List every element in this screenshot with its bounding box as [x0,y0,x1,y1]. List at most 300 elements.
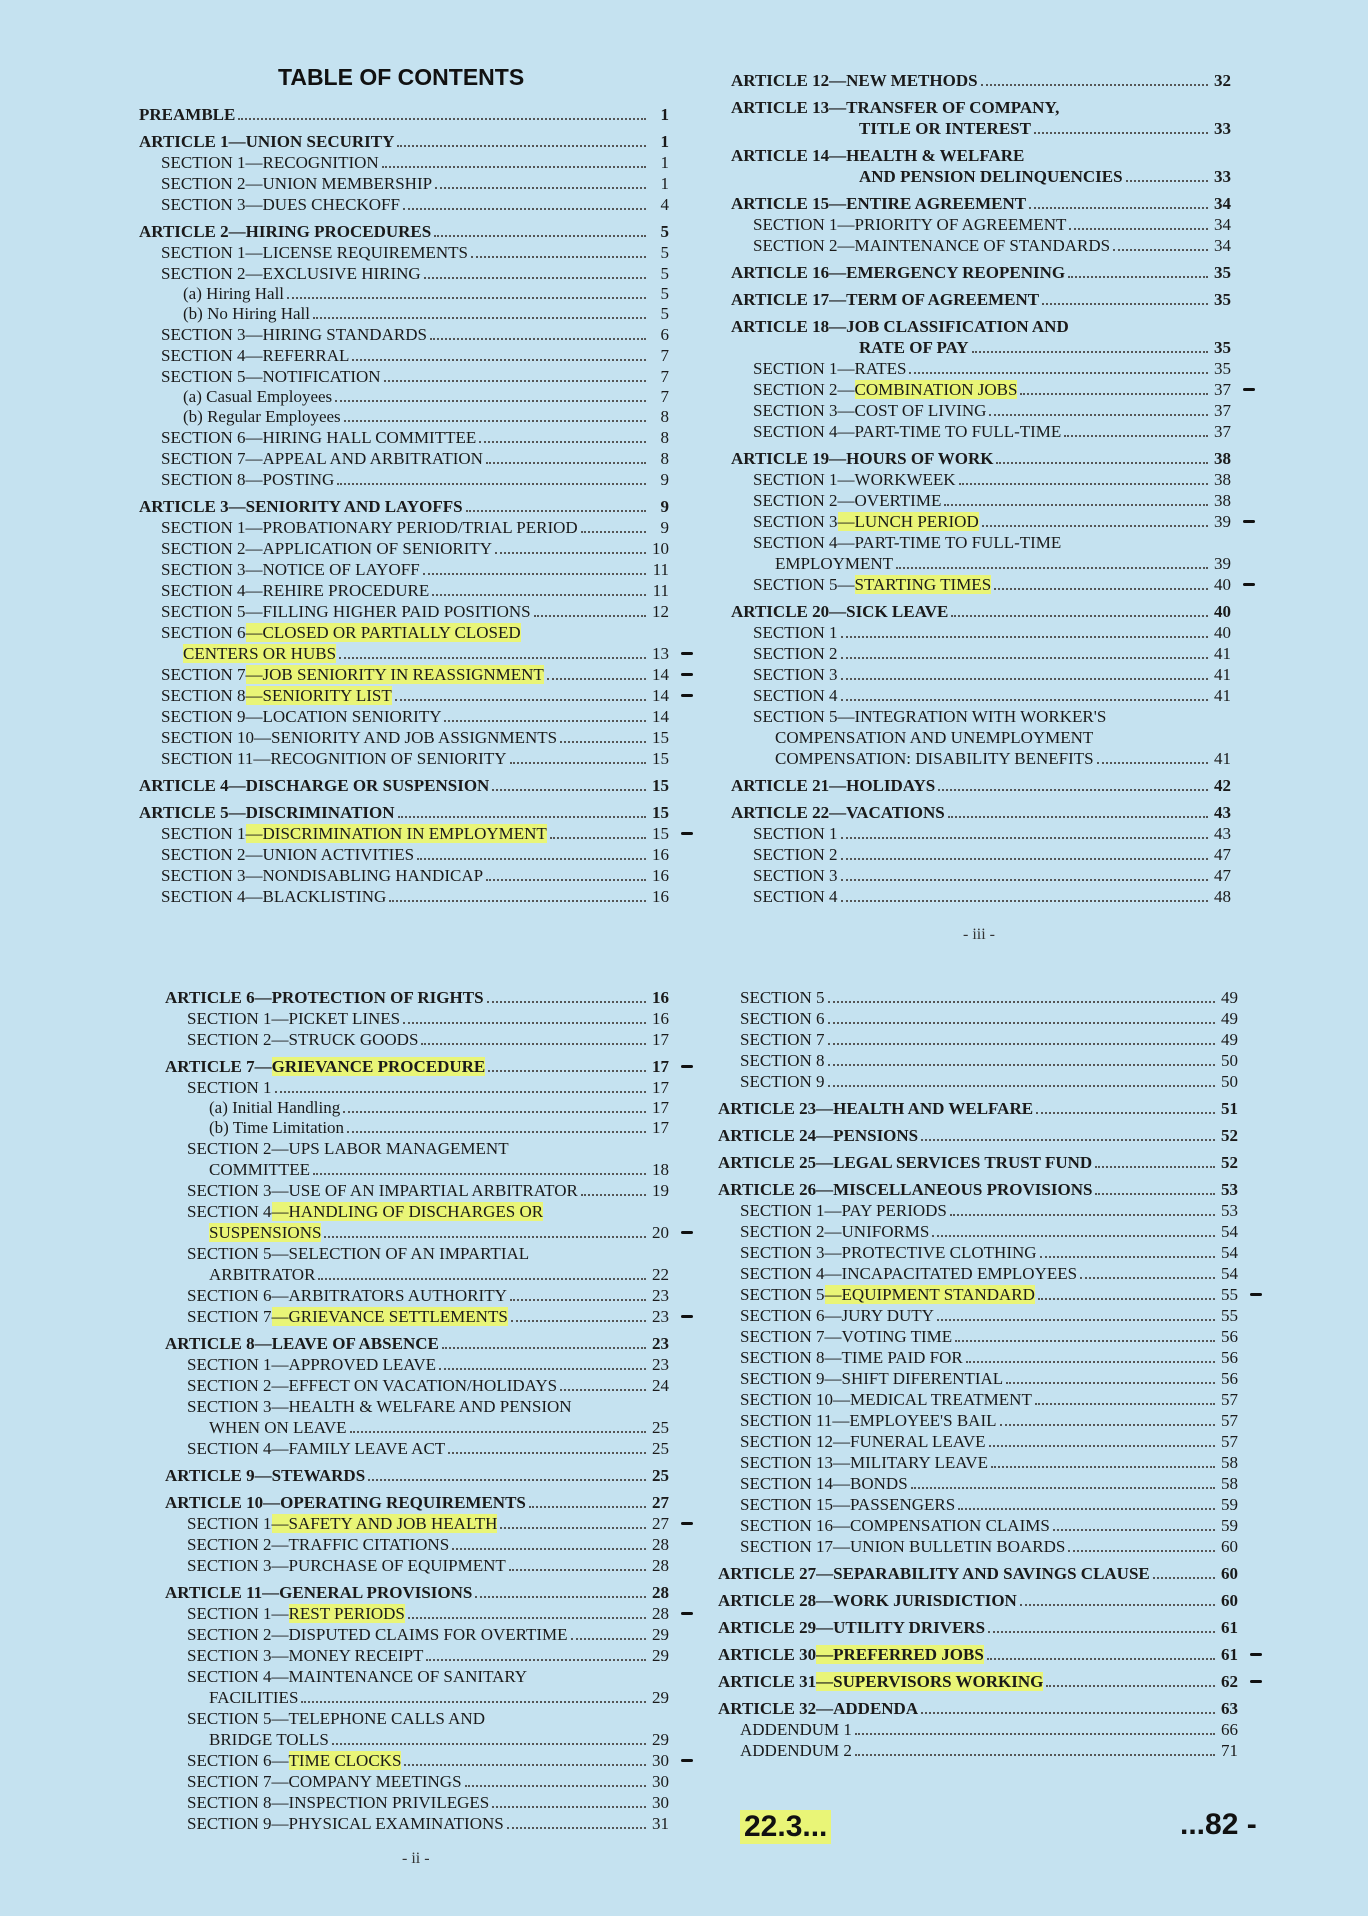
toc-section-row [731,421,1231,442]
dot-leader [1095,1193,1215,1195]
toc-entry-label: SECTION 8—TIME PAID FOR [740,1348,963,1367]
toc-page-number: 5 [660,284,669,303]
toc-entry [740,1410,1238,1431]
toc-page-number: 28 [652,1604,669,1623]
toc-entry-label: SECTION 5—STARTING TIMES [753,575,992,594]
toc-section-row [139,448,669,469]
dot-leader [486,879,646,881]
toc-entry-label: SECTION 2—TRAFFIC CITATIONS [187,1535,450,1554]
toc-page-number: 50 [1221,1072,1238,1091]
dot-leader [828,1043,1215,1045]
toc-entry-label: ARTICLE 1—UNION SECURITY [139,132,395,151]
toc-entry-label: SECTION 1—PROBATIONARY PERIOD/TRIAL PERIOD [161,518,578,537]
toc-entry [859,118,1231,139]
dot-leader [435,187,646,189]
toc-page-number: 25 [652,1439,669,1458]
toc-entry [753,511,1231,532]
toc-entry-label: ARTICLE 10—OPERATING REQUIREMENTS [165,1493,526,1512]
toc-section-row [718,1389,1238,1410]
toc-entry-label: SECTION 7 [740,1030,825,1049]
dot-leader [488,1070,646,1072]
toc-page-number: 16 [652,845,669,864]
dot-leader [1000,1424,1216,1426]
toc-entry [187,1375,669,1396]
toc-entry-label: SECTION 3—HEALTH & WELFARE AND PENSION [187,1397,572,1416]
toc-section-row [718,1431,1238,1452]
toc-page-number: 57 [1221,1390,1238,1409]
toc-entry [753,823,1231,844]
toc-section-row [165,1264,669,1285]
highlighted-text: REST PERIODS [288,1604,405,1623]
toc-article-row [139,221,669,242]
toc-entry [740,1431,1238,1452]
toc-section-row [165,1159,669,1180]
dot-leader [287,297,646,299]
toc-entry-label: WHEN ON LEAVE [209,1418,347,1437]
dot-leader [841,837,1208,839]
toc-entry [718,1590,1238,1611]
toc-entry-label: SECTION 2—UNIFORMS [740,1222,930,1241]
toc-entry [187,1750,669,1771]
toc-page-number: 20 [652,1223,669,1242]
toc-section-row [139,844,669,865]
pen-tick-mark [681,832,693,835]
toc-section-row [718,1347,1238,1368]
dot-leader [492,1806,646,1808]
toc-section-row [165,1306,669,1327]
toc-page-number: 32 [1214,71,1231,90]
toc-page-number: 35 [1214,290,1231,309]
dot-leader [368,1479,646,1481]
toc-page-number: 47 [1214,845,1231,864]
dot-leader [492,789,646,791]
toc-entry [753,574,1231,595]
toc-entry [161,664,669,685]
toc-entry [740,1221,1238,1242]
toc-article-row [139,496,669,517]
dot-leader [397,145,646,147]
dot-leader [1040,1256,1215,1258]
toc-entry [161,194,669,215]
toc-page-number: 4 [660,195,669,214]
dot-leader [426,1659,646,1661]
toc-entry [187,1008,669,1029]
toc-page-number: 52 [1221,1153,1238,1172]
toc-entry [740,1515,1238,1536]
toc-entry [753,532,1231,553]
toc-entry-label: SECTION 3—DUES CHECKOFF [161,195,400,214]
toc-section-row [731,574,1231,595]
dot-leader [434,235,646,237]
toc-entry-label: SECTION 5—NOTIFICATION [161,367,381,386]
toc-entry-label: SECTION 2—MAINTENANCE OF STANDARDS [753,236,1111,255]
toc-entry-label: SECTION 7—JOB SENIORITY IN REASSIGNMENT [161,665,544,684]
toc-entry [740,1368,1238,1389]
dot-leader [828,1022,1215,1024]
toc-entry [731,775,1231,796]
toc-section-row [731,748,1231,769]
toc-entry [740,1494,1238,1515]
toc-entry [209,1687,669,1708]
toc-section-row [718,987,1238,1008]
highlighted-text: GRIEVANCE PROCEDURE [271,1057,486,1076]
toc-page-number: 30 [652,1793,669,1812]
dot-leader [500,1527,646,1529]
toc-entry [740,1263,1238,1284]
toc-entry-label: ARTICLE 16—EMERGENCY REOPENING [731,263,1066,282]
toc-page-number: 53 [1221,1180,1238,1199]
toc-entry [183,407,669,427]
highlighted-text: —DISCRIMINATION IN EMPLOYMENT [245,824,547,843]
toc-entry [187,1438,669,1459]
toc-article-row [718,1098,1238,1119]
dot-leader [301,1701,646,1703]
dot-leader [959,483,1208,485]
toc-entry [161,517,669,538]
toc-section-row [731,379,1231,400]
dot-leader [828,1085,1215,1087]
toc-article-row [165,1492,669,1513]
toc-page-number: 9 [660,497,669,516]
toc-section-row [718,1221,1238,1242]
toc-entry-label: SECTION 15—PASSENGERS [740,1495,956,1514]
toc-entry [753,685,1231,706]
toc-column-bottom-right [718,987,1238,1761]
toc-section-row [139,173,669,194]
dot-leader [855,1754,1215,1756]
toc-article-row [718,1617,1238,1638]
toc-entry [731,145,1231,166]
toc-entry-label: SECTION 9 [740,1072,825,1091]
toc-article-row [731,166,1231,187]
toc-entry-label: SECTION 2—UPS LABOR MANAGEMENT [187,1139,509,1158]
toc-entry [161,345,669,366]
toc-entry-label: SECTION 6—TIME CLOCKS [187,1751,402,1770]
toc-entry-label: SECTION 1—APPROVED LEAVE [187,1355,437,1374]
toc-page-number: 55 [1221,1285,1238,1304]
toc-page-number: 59 [1221,1516,1238,1535]
toc-entry [161,844,669,865]
toc-section-row [718,1242,1238,1263]
dot-leader [384,380,646,382]
toc-entry [753,490,1231,511]
toc-article-row [731,70,1231,91]
toc-section-row [139,727,669,748]
toc-section-row [731,823,1231,844]
toc-entry-label: SECTION 2—UNION MEMBERSHIP [161,174,433,193]
toc-article-row [718,1698,1238,1719]
dot-leader [350,1431,646,1433]
toc-entry [187,1201,669,1222]
toc-page-number: 11 [652,581,669,600]
toc-entry [731,316,1231,337]
toc-entry-label: SECTION 1—DISCRIMINATION IN EMPLOYMENT [161,824,547,843]
toc-page-number: 15 [652,749,669,768]
toc-entry-label: ARTICLE 23—HEALTH AND WELFARE [718,1099,1034,1118]
toc-entry [740,1452,1238,1473]
toc-page-number: 33 [1214,119,1231,138]
dot-leader [324,1236,646,1238]
dot-leader [841,879,1208,881]
toc-entry-label: ARTICLE 14—HEALTH & WELFARE [731,146,1025,165]
toc-entry-label: SECTION 3—COST OF LIVING [753,401,987,420]
toc-entry-label: SECTION 4—HANDLING OF DISCHARGES OR [187,1202,544,1221]
toc-entry-label: ARTICLE 3—SENIORITY AND LAYOFFS [139,497,463,516]
dot-leader [560,741,646,743]
toc-entry [183,643,669,664]
toc-section-row [139,580,669,601]
toc-section-row [731,844,1231,865]
toc-entry-label: SECTION 5—FILLING HIGHER PAID POSITIONS [161,602,531,621]
toc-page-number: 5 [660,222,669,241]
toc-entry [139,802,669,823]
toc-article-row [139,802,669,823]
toc-page-number: 25 [652,1466,669,1485]
toc-entry-label: SECTION 9—PHYSICAL EXAMINATIONS [187,1814,504,1833]
dot-leader [344,420,646,422]
dot-leader [994,588,1208,590]
toc-section-row [718,1284,1238,1305]
toc-entry [165,1465,669,1486]
toc-entry [187,1306,669,1327]
dot-leader [439,1368,646,1370]
toc-page-number: 5 [660,243,669,262]
toc-entry [161,727,669,748]
toc-page-number: 25 [652,1418,669,1437]
toc-entry [139,221,669,242]
toc-column-top-left [139,104,669,907]
toc-page-number: 37 [1214,401,1231,420]
toc-entry-label: SECTION 7—VOTING TIME [740,1327,953,1346]
toc-entry-label: SECTION 12—FUNERAL LEAVE [740,1432,986,1451]
dot-leader [335,400,646,402]
toc-section-row [165,1624,669,1645]
toc-entry-label: SECTION 4—FAMILY LEAVE ACT [187,1439,446,1458]
toc-section-row [139,366,669,387]
toc-page-number: 14 [652,707,669,726]
toc-article-row [139,775,669,796]
toc-section-row [718,1071,1238,1092]
toc-entry-label [209,1222,321,1243]
toc-entry [209,1159,669,1180]
toc-page-number: 7 [660,346,669,365]
toc-entry-label: (a) Casual Employees [183,387,333,406]
toc-page-number: 39 [1214,554,1231,573]
toc-article-row [731,775,1231,796]
toc-entry [753,379,1231,400]
toc-entry [183,304,669,324]
toc-entry [753,421,1231,442]
highlighted-text: COMBINATION JOBS [854,380,1018,399]
dot-leader [982,525,1208,527]
dot-leader [424,277,646,279]
dot-leader [465,1785,646,1787]
pen-tick-mark [681,673,693,676]
toc-section-row [139,304,669,324]
toc-entry [718,1152,1238,1173]
toc-page-number: 5 [660,304,669,323]
toc-entry-label: SECTION 1—RECOGNITION [161,153,379,172]
toc-entry [753,886,1231,907]
toc-section-row [718,1452,1238,1473]
dot-leader [313,1173,646,1175]
toc-page-number: 30 [652,1772,669,1791]
pen-tick-mark [681,694,693,697]
toc-article-row [731,802,1231,823]
toc-entry [740,987,1238,1008]
dot-leader [921,1712,1215,1714]
highlighted-text: —EQUIPMENT STANDARD [824,1285,1035,1304]
toc-entry [187,1708,669,1729]
toc-page-number: 40 [1214,623,1231,642]
toc-entry [139,131,669,152]
dot-leader [996,462,1208,464]
toc-page-number: 28 [652,1556,669,1575]
toc-entry-label: RATE OF PAY [859,338,969,357]
dot-leader [1034,132,1208,134]
toc-section-row [731,469,1231,490]
toc-entry [161,580,669,601]
toc-section-row [718,1368,1238,1389]
dot-leader [972,351,1208,353]
toc-entry [165,1056,669,1077]
toc-entry-label: COMMITTEE [209,1160,311,1179]
toc-entry-label: SECTION 8—POSTING [161,470,335,489]
toc-entry-label: SECTION 3—USE OF AN IMPARTIAL ARBITRATOR [187,1181,578,1200]
toc-section-row [718,1263,1238,1284]
dot-leader [989,414,1208,416]
toc-page-number: 8 [660,407,669,426]
annotation-bottom-right: ...82 - [1180,1808,1257,1841]
toc-section-row [139,263,669,284]
toc-entry-label: COMPENSATION AND UNEMPLOYMENT [775,728,1094,747]
toc-section-row [165,1603,669,1624]
toc-section-row [718,1200,1238,1221]
toc-section-row [731,553,1231,574]
toc-page-number: 29 [652,1625,669,1644]
toc-entry [740,1347,1238,1368]
dot-leader [841,900,1208,902]
toc-entry-label: ARTICLE 18—JOB CLASSIFICATION AND [731,317,1069,336]
toc-article-row [718,1563,1238,1584]
toc-entry [753,400,1231,421]
dot-leader [398,816,646,818]
dot-leader [966,1361,1215,1363]
toc-entry [740,1029,1238,1050]
dot-leader [950,1214,1215,1216]
toc-entry-label: ARTICLE 25—LEGAL SERVICES TRUST FUND [718,1153,1093,1172]
dot-leader [534,615,646,617]
toc-entry [187,1666,669,1687]
toc-entry [165,1333,669,1354]
dot-leader [921,1139,1215,1141]
toc-entry-label: SECTION 9—SHIFT DIFERENTIAL [740,1369,1004,1388]
dot-leader [1038,1298,1215,1300]
toc-entry [718,1671,1238,1692]
toc-article-row [139,131,669,152]
toc-entry-label: (b) Regular Employees [183,407,341,426]
toc-section-row [165,1534,669,1555]
toc-section-row [165,1729,669,1750]
pen-tick-mark [681,1522,693,1525]
toc-entry [740,1284,1238,1305]
toc-section-row [139,427,669,448]
toc-section-row [731,622,1231,643]
toc-section-row [139,538,669,559]
toc-article-row [731,448,1231,469]
toc-entry-label: SECTION 8—SENIORITY LIST [161,686,392,705]
dot-leader [841,678,1208,680]
toc-entry-label: ARTICLE 6—PROTECTION OF RIGHTS [165,988,484,1007]
toc-entry-label: ARTICLE 32—ADDENDA [718,1699,919,1718]
toc-section-row [718,1050,1238,1071]
toc-entry-label: SECTION 4—REFERRAL [161,346,350,365]
toc-entry-label: SECTION 7—COMPANY MEETINGS [187,1772,462,1791]
toc-page-number: 19 [652,1181,669,1200]
toc-page-number: 14 [652,665,669,684]
toc-entry-label: SECTION 4—PART-TIME TO FULL-TIME [753,422,1062,441]
toc-entry-label: ARTICLE 30—PREFERRED JOBS [718,1645,984,1664]
toc-page-number: 16 [652,988,669,1007]
dot-leader [403,1022,646,1024]
toc-entry-label: ARTICLE 5—DISCRIMINATION [139,803,395,822]
toc-section-row [139,407,669,427]
toc-article-row [731,601,1231,622]
toc-entry-label: SECTION 5 [740,988,825,1007]
page-label-iii: - iii - [963,926,995,943]
toc-section-row [718,1305,1238,1326]
toc-entry-label: SECTION 1—REST PERIODS [187,1604,405,1623]
highlighted-text: —PREFERRED JOBS [816,1645,984,1664]
toc-page-number: 10 [652,539,669,558]
highlighted-text: —LUNCH PERIOD [837,512,979,531]
toc-section-row [731,532,1231,553]
toc-entry [731,262,1231,283]
toc-entry [740,1536,1238,1557]
toc-page-number: 9 [660,470,669,489]
dot-leader [442,1347,646,1349]
toc-section-row [731,643,1231,664]
dot-leader [571,1638,646,1640]
dot-leader [404,1764,646,1766]
toc-entry-label: SECTION 2—EXCLUSIVE HIRING [161,264,421,283]
toc-page-number: 16 [652,1009,669,1028]
dot-leader [332,1743,646,1745]
toc-entry [161,865,669,886]
dot-leader [1068,1550,1215,1552]
toc-entry [187,1396,669,1417]
toc-entry [165,1492,669,1513]
toc-entry [753,469,1231,490]
dot-leader [452,1548,646,1550]
toc-section-row [165,1792,669,1813]
toc-entry-label: (a) Hiring Hall [183,284,285,303]
toc-section-row [165,1222,669,1243]
toc-section-row [139,152,669,173]
toc-article-row [165,1333,669,1354]
dot-leader [981,84,1208,86]
toc-page-number: 30 [652,1751,669,1770]
toc-section-row [165,1750,669,1771]
toc-entry [731,448,1231,469]
toc-section-row [165,1077,669,1098]
toc-entry [161,538,669,559]
toc-entry [187,1138,669,1159]
toc-entry [161,173,669,194]
dot-leader [841,699,1208,701]
toc-section-row [718,1536,1238,1557]
toc-entry [161,427,669,448]
